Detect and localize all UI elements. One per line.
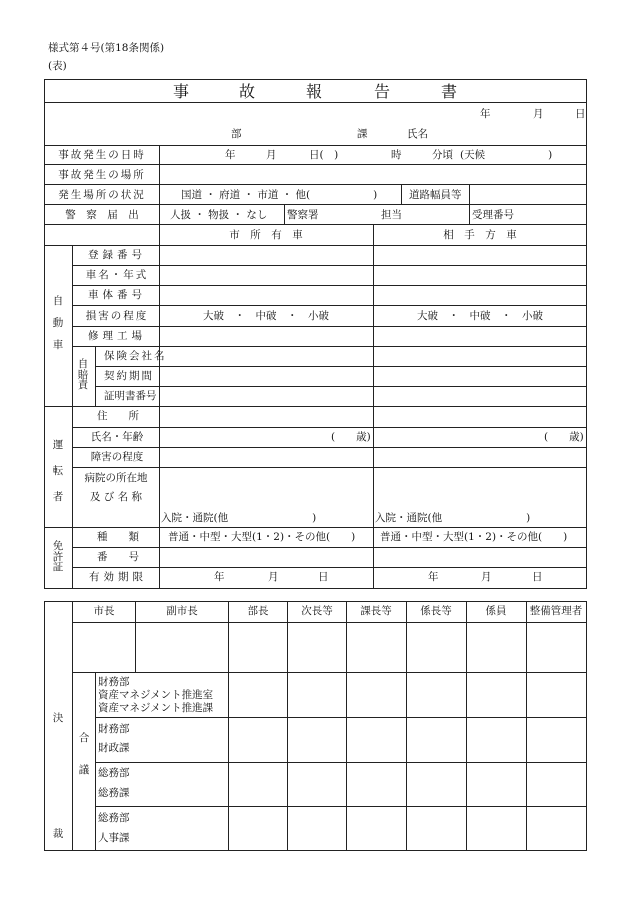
dt-minute: 分頃 — [432, 149, 453, 161]
license-type-city: 普通・中型・大型(1・2)・その他( ) — [168, 531, 356, 543]
report-section: 課 — [357, 128, 368, 140]
vehicle-chassis-no: 車体番号 — [88, 289, 146, 301]
license-number: 番 号 — [97, 551, 139, 563]
hospital-other: 入院・通院(他 ) — [375, 512, 531, 524]
damage-options-city: 大破 ・ 中破 ・ 小破 — [203, 310, 329, 322]
title-char: 事 — [172, 82, 190, 101]
dt-month: 月 — [266, 149, 277, 161]
consult-dept1-line3: 資産マネジメント推進課 — [98, 702, 214, 714]
form-number: 様式第４号(第18条関係) — [48, 42, 165, 54]
road-types: 国道 ・ 府道 ・ 市道 ・ 他( ) — [181, 189, 378, 201]
report-year: 年 — [480, 108, 491, 120]
group-consult: 合議 — [78, 732, 90, 776]
dt-weather: (天候 ) — [460, 149, 553, 161]
consult-dept3-line1: 総務部 — [98, 767, 130, 779]
hospital-city: 入院・通院(他 ) — [161, 512, 317, 524]
driver-hospital-2: 及 び 名 称 — [89, 491, 143, 503]
approval-col-mayor: 市長 — [93, 605, 115, 617]
consult-dept2-line2: 財政課 — [98, 742, 130, 754]
row-label-place: 事故発生の場所 — [58, 169, 146, 181]
receipt-number: 受理番号 — [472, 209, 514, 221]
license-type: 種 類 — [97, 531, 139, 543]
validity-day-city: 日 — [318, 571, 329, 583]
dt-day: 日( ) — [309, 149, 339, 161]
liability-contract: 契約期間 — [104, 370, 154, 382]
license-type-other: 普通・中型・大型(1・2)・その他( ) — [380, 531, 568, 543]
report-month: 月 — [533, 108, 544, 120]
driver-injury: 障害の程度 — [90, 451, 144, 463]
vehicle-repair-shop: 修理工場 — [88, 330, 146, 342]
dt-year: 年 — [225, 149, 236, 161]
col-city-car: 市 所 有 車 — [229, 229, 303, 241]
title-char: 報 — [305, 82, 323, 101]
vehicle-reg-no: 登録番号 — [88, 249, 146, 261]
road-width-label: 道路幅員等 — [409, 189, 462, 201]
approval-col-deputy-head: 次長等 — [301, 605, 333, 617]
title-char: 故 — [238, 82, 256, 101]
driver-hospital-1: 病院の所在地 — [84, 472, 148, 484]
police-officer: 担当 — [381, 209, 402, 221]
age-other: ( 歳) — [544, 431, 584, 443]
police-station: 警察署 — [287, 209, 319, 221]
vehicle-damage: 損害の程度 — [85, 310, 149, 322]
validity-month-other: 月 — [481, 571, 492, 583]
approval-col-maintenance-manager: 整備管理者 — [529, 605, 583, 617]
approval-col-staff: 係員 — [485, 605, 507, 617]
validity-day-other: 日 — [532, 571, 543, 583]
report-dept: 部 — [231, 128, 242, 140]
license-validity: 有効期限 — [89, 571, 147, 583]
consult-dept4-line1: 総務部 — [98, 812, 130, 824]
consult-dept1-line1: 財務部 — [98, 676, 130, 688]
row-label-datetime: 事故発生の日時 — [58, 149, 146, 161]
title-char: 書 — [440, 82, 458, 101]
liability-cert-no: 証明書番号 — [104, 390, 157, 402]
col-other-car: 相 手 方 車 — [443, 229, 517, 241]
consult-dept1-line2: 資産マネジメント推進室 — [98, 689, 214, 701]
side-label: (表) — [48, 60, 67, 72]
title-char: 告 — [373, 82, 391, 101]
vehicle-model-year: 車名・年式 — [85, 269, 149, 281]
dt-hour: 時 — [391, 149, 402, 161]
validity-month-city: 月 — [268, 571, 279, 583]
consult-dept2-line1: 財務部 — [98, 723, 130, 735]
report-day: 日 — [575, 108, 586, 120]
approval-col-chief: 係長等 — [420, 605, 452, 617]
row-label-situation: 発生場所の状況 — [58, 189, 146, 201]
group-liability: 自賠責 — [77, 358, 89, 391]
approval-col-section-head: 課長等 — [360, 605, 392, 617]
row-label-police: 警 察 届 出 — [65, 209, 139, 221]
driver-address: 住 所 — [97, 410, 139, 422]
police-options: 人扱 ・ 物扱 ・ なし — [170, 209, 268, 221]
consult-dept4-line2: 人事課 — [98, 832, 130, 844]
damage-options-other: 大破 ・ 中破 ・ 小破 — [417, 310, 543, 322]
driver-name-age: 氏名・年齢 — [90, 431, 144, 443]
validity-year-other: 年 — [428, 571, 439, 583]
group-vehicle: 自動車 — [52, 295, 64, 351]
report-name: 氏名 — [407, 128, 428, 140]
approval-col-dept-head: 部長 — [247, 605, 269, 617]
liability-insurer: 保険会社名 — [104, 350, 167, 362]
group-license: 免許証 — [52, 540, 64, 573]
group-driver: 運転者 — [52, 439, 64, 503]
group-approval: 決裁 — [52, 712, 64, 840]
age-city: ( 歳) — [331, 431, 371, 443]
approval-col-deputy-mayor: 副市長 — [166, 605, 198, 617]
validity-year-city: 年 — [214, 571, 225, 583]
consult-dept3-line2: 総務課 — [98, 787, 130, 799]
